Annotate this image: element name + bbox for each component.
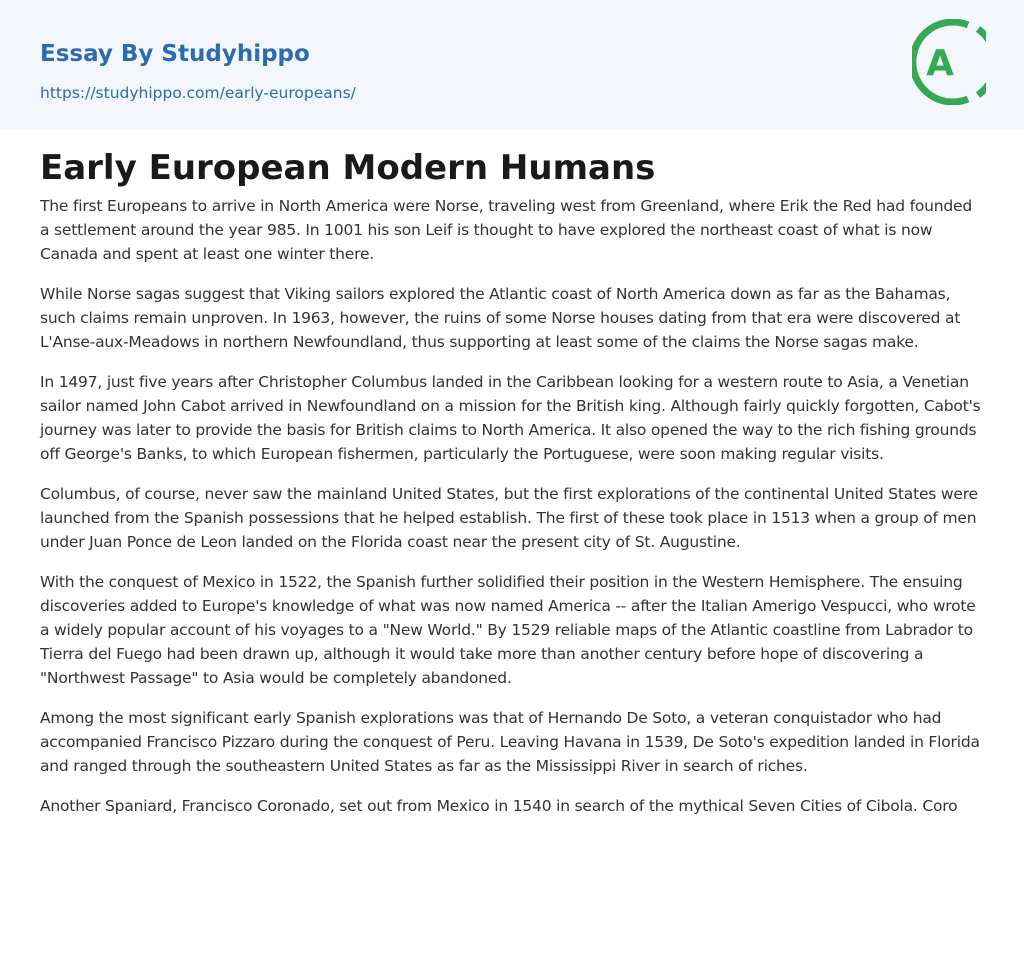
essay-paragraph-6: Among the most significant early Spanish explorations was that of Hernando De Soto, a veteran conquistador who had accompanied Francisco Pizzaro during the conquest of Peru. Leaving Havana in 1539, De Soto's expedition landed in Florida and ranged through the southeastern United States as far as the Mississippi River in search of riches. bbox=[40, 709, 980, 775]
studyhippo-logo-icon bbox=[912, 19, 986, 105]
brand-title: Essay By Studyhippo bbox=[40, 41, 310, 67]
essay-url-link[interactable]: https://studyhippo.com/early-europeans/ bbox=[40, 84, 356, 102]
essay-title: Early European Modern Humans bbox=[40, 148, 656, 188]
essay-paragraph-4: Columbus, of course, never saw the mainland United States, but the first explorations of the continental United States were launched from the Spanish possessions that he helped establish. The first of these took place in 1513 when a group of men under Juan Ponce de Leon landed on the Florida coast near the present city of St. Augustine. bbox=[40, 485, 978, 551]
essay-paragraph-1: The first Europeans to arrive in North America were Norse, traveling west from Greenland, where Erik the Red had founded a settlement around the year 985. In 1001 his son Leif is thought to have explored the northeast coast of what is now Canada and spent at least one winter there. bbox=[40, 197, 972, 263]
site-header bbox=[0, 0, 1024, 129]
essay-paragraph-2: While Norse sagas suggest that Viking sailors explored the Atlantic coast of North America down as far as the Bahamas, such claims remain unproven. In 1963, however, the ruins of some Norse houses dating from that era were discovered at L'Anse-aux-Meadows in northern Newfoundland, thus supporting at least some of the claims the Norse sagas make. bbox=[40, 285, 961, 351]
logo-letter: A bbox=[926, 43, 954, 84]
essay-paragraph-7: Another Spaniard, Francisco Coronado, set out from Mexico in 1540 in search of the mythical Seven Cities of Cibola. Coro bbox=[40, 797, 958, 815]
essay-content bbox=[40, 146, 985, 834]
essay-paragraph-5: With the conquest of Mexico in 1522, the Spanish further solidified their position in the Western Hemisphere. The ensuing discoveries added to Europe's knowledge of what was now named America -- after the Italian Amerigo Vespucci, who wrote a widely popular account of his voyages to a "New World." By 1529 reliable maps of the Atlantic coastline from Labrador to Tierra del Fuego had been drawn up, although it would take more than another century before hope of discovering a "Northwest Passage" to Asia would be completely abandoned. bbox=[40, 573, 976, 687]
essay-paragraph-3: In 1497, just five years after Christopher Columbus landed in the Caribbean looking for a western route to Asia, a Venetian sailor named John Cabot arrived in Newfoundland on a mission for the British king. Although fairly quickly forgotten, Cabot's journey was later to provide the basis for British claims to North America. It also opened the way to the rich fishing grounds off George's Banks, to which European fishermen, particularly the Portuguese, were soon making regular visits. bbox=[40, 373, 981, 463]
